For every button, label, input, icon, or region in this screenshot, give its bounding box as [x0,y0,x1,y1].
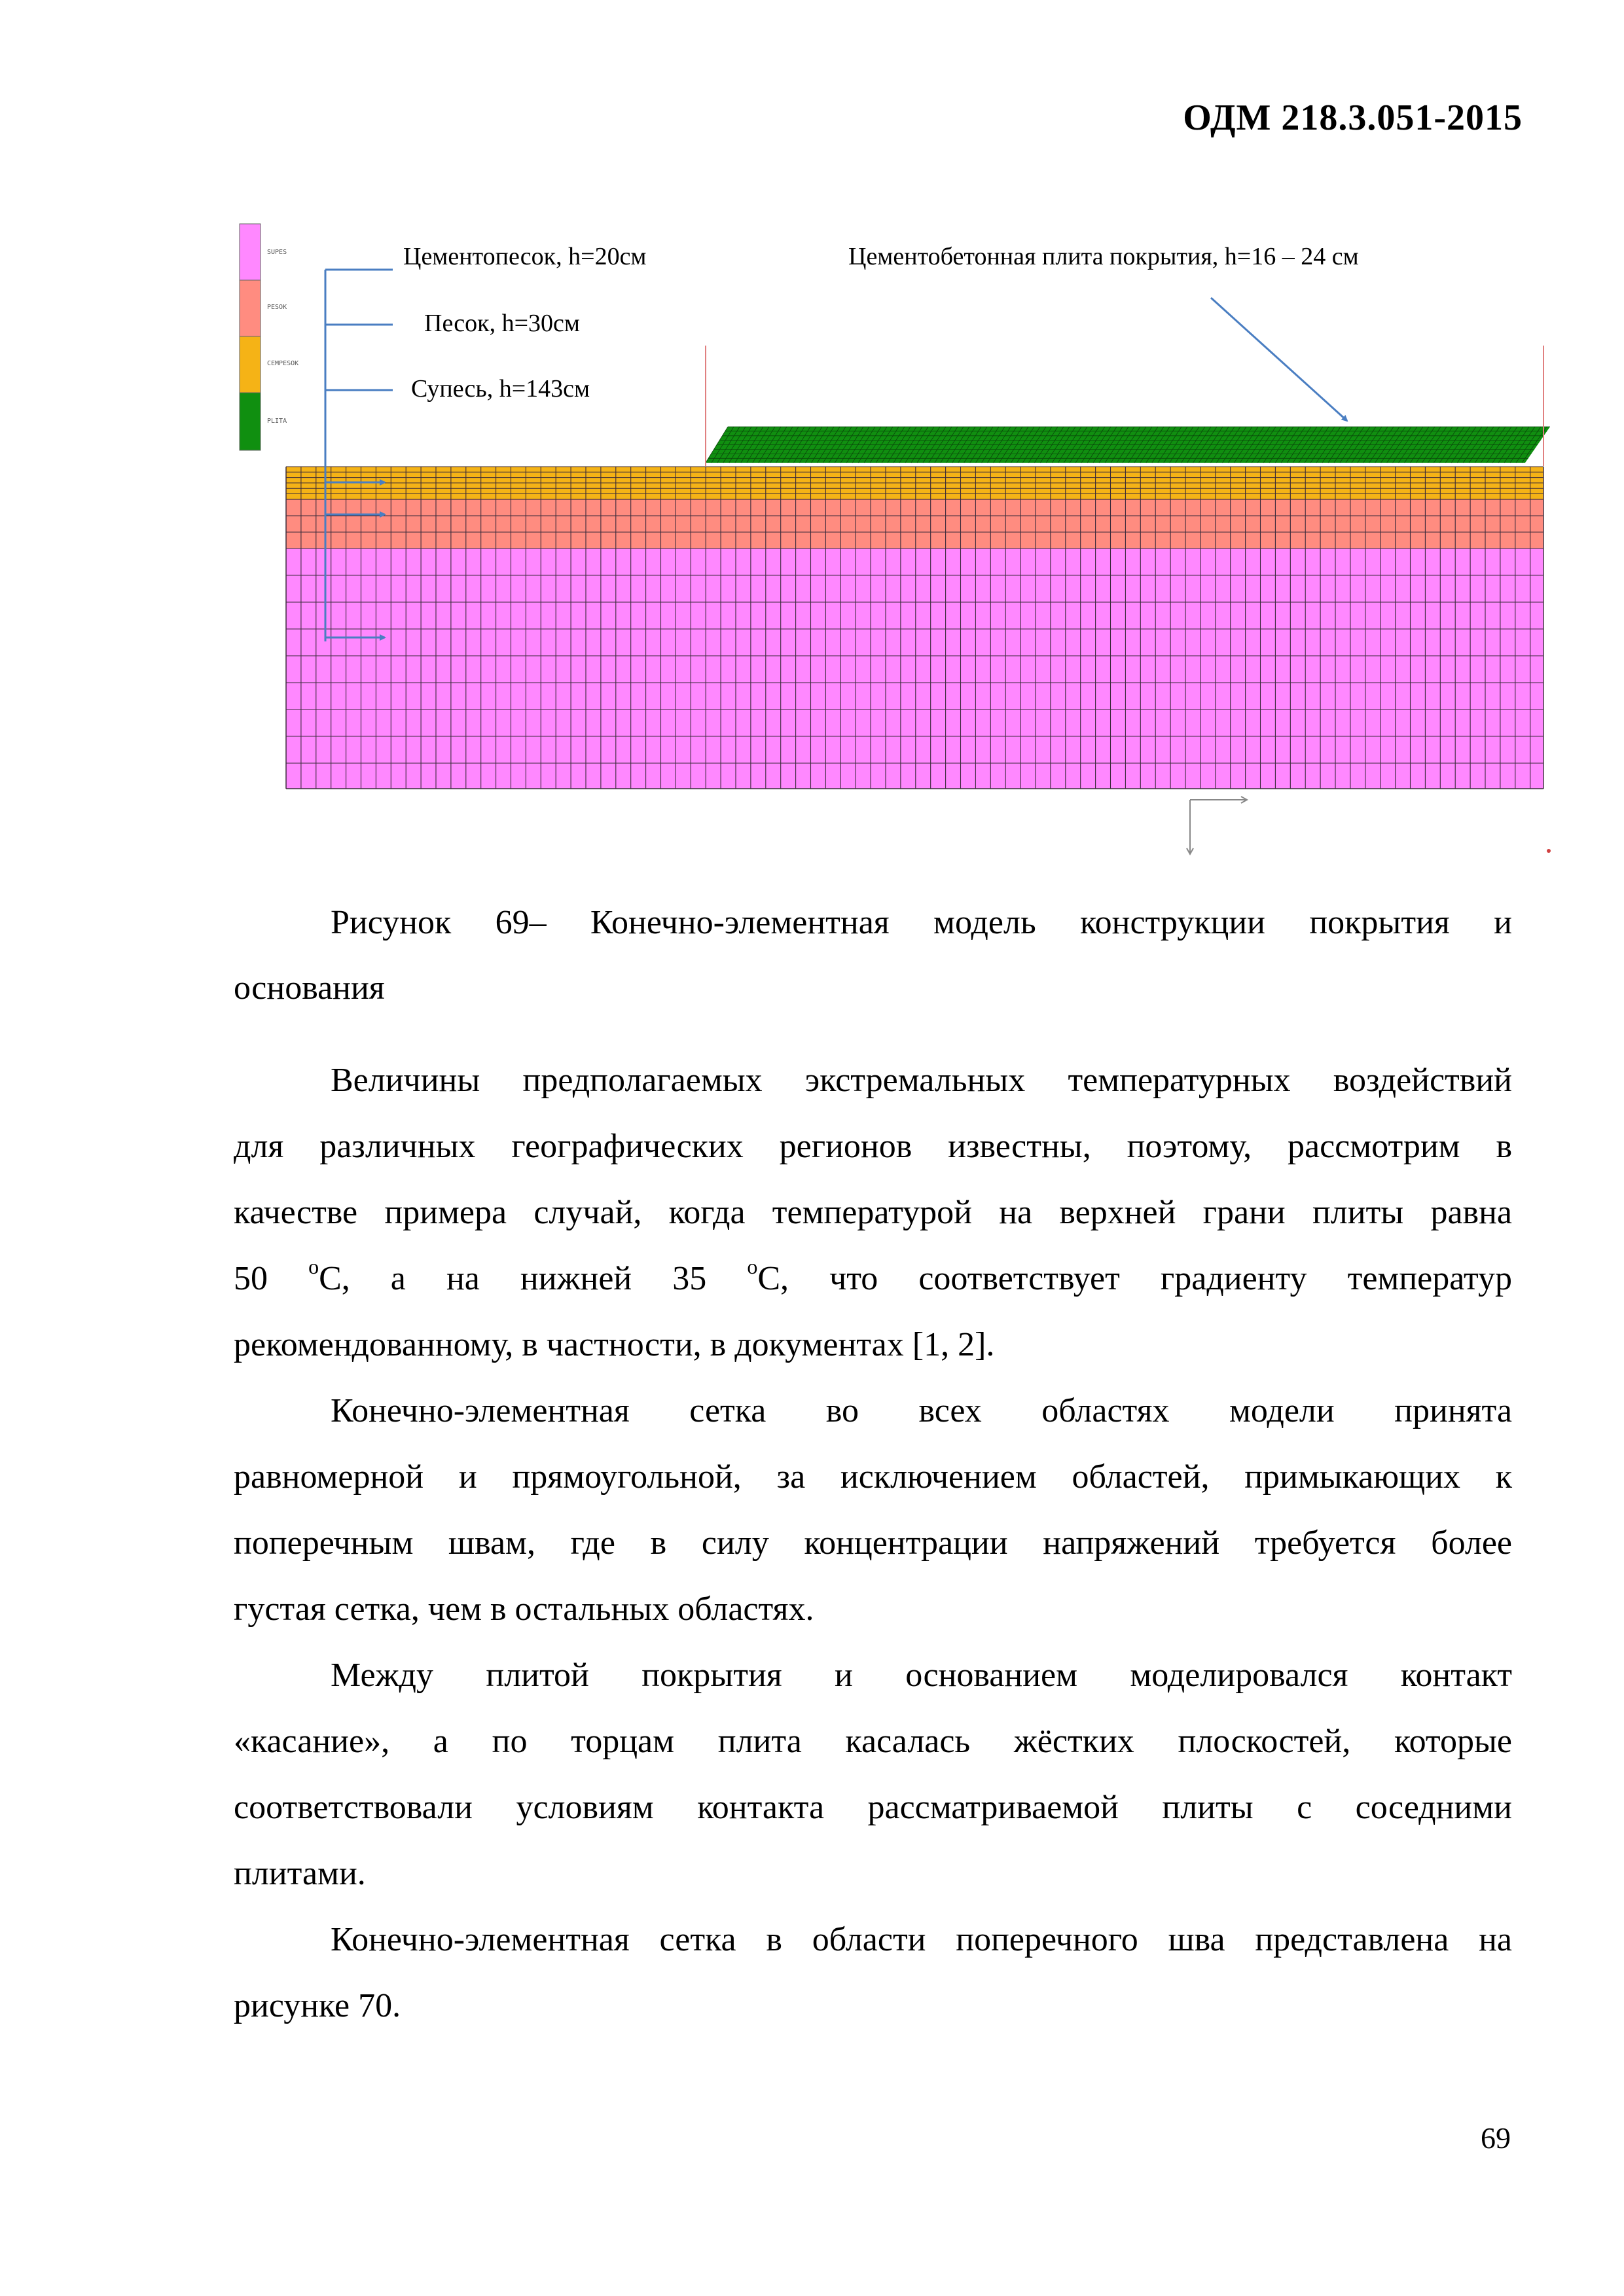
legend-swatch-supes [240,224,261,280]
text-line: густая сетка, чем в остальных областях. [234,1590,814,1628]
text-line: соответствовали условиям контакта рассматриваемой плиты с соседними [234,1789,1512,1826]
text-line: качестве примера случай, когда температурой на верхней грани плиты равна [234,1194,1512,1231]
label-slab: Цементобетонная плита покрытия, h=16 – 24 см [848,243,1359,270]
layer-pesok [286,499,1543,548]
layer-supes [286,548,1543,789]
text-line: Между плитой покрытия и основанием моделировался контакт [331,1657,1512,1694]
label-sandy-loam: Супесь, h=143см [411,375,590,403]
label-sand: Песок, h=30см [424,310,580,337]
paragraph-3 [234,1642,1512,1907]
text-line: равномерной и прямоугольной, за исключением областей, примыкающих к [234,1458,1512,1496]
label-cement-sand: Цементопесок, h=20см [403,243,647,270]
degree-sign: o [747,1255,758,1278]
degree-sign: o [308,1255,319,1278]
text-line: поперечным швам, где в силу концентрации напряжений требуется более [234,1524,1512,1562]
material-legend [240,224,298,450]
caption-line-2: основания [234,969,385,1007]
text-line: рисунке 70. [234,1987,401,2024]
legend-swatch-pesok [240,280,261,336]
temp-text-1: С, а на нижней 35 [319,1260,707,1297]
document-code-header: ОДМ 218.3.051-2015 [1183,98,1523,138]
page-number: 69 [1481,2121,1511,2155]
legend-label-pesok: PESOK [267,304,287,311]
caption-line-1: Рисунок 69– Конечно-элементная модель конструкции покрытия и [331,904,1512,941]
legend-swatch-plita [240,393,261,450]
legend-label-cempesok: CEMPESOK [267,360,299,367]
paragraph-2 [234,1378,1512,1642]
figure-caption [234,890,1512,1021]
axis-triad-icon [1187,797,1247,854]
text-line: «касание», а по торцам плита касалась жёстких плоскостей, которые [234,1723,1512,1760]
temp-value-top: 50 [234,1260,268,1297]
temperature-line [234,1246,1512,1312]
text-line: плитами. [234,1855,366,1892]
paragraph-4 [234,1907,1512,2039]
text-line: Конечно-элементная сетка во всех областях модели принята [331,1392,1512,1429]
temp-text-2: С, что соответствует градиенту температур [757,1260,1513,1297]
legend-label-plita: PLITA [267,418,287,425]
fe-model-figure [0,0,1624,877]
text-line: Конечно-элементная сетка в области поперечного шва представлена на [331,1921,1512,1958]
body-text [234,1047,1512,2039]
legend-swatch-cempesok [240,336,261,393]
text-line: рекомендованному, в частности, в документах [1, 2]. [234,1326,995,1363]
legend-label-supes: SUPES [267,249,287,256]
paragraph-1 [234,1047,1512,1378]
text-line: Величины предполагаемых экстремальных температурных воздействий [331,1062,1512,1099]
text-line: для различных географических регионов известны, поэтому, рассмотрим в [234,1128,1512,1165]
fe-model-drawing [0,0,1624,877]
red-dot-marker [1547,849,1551,853]
